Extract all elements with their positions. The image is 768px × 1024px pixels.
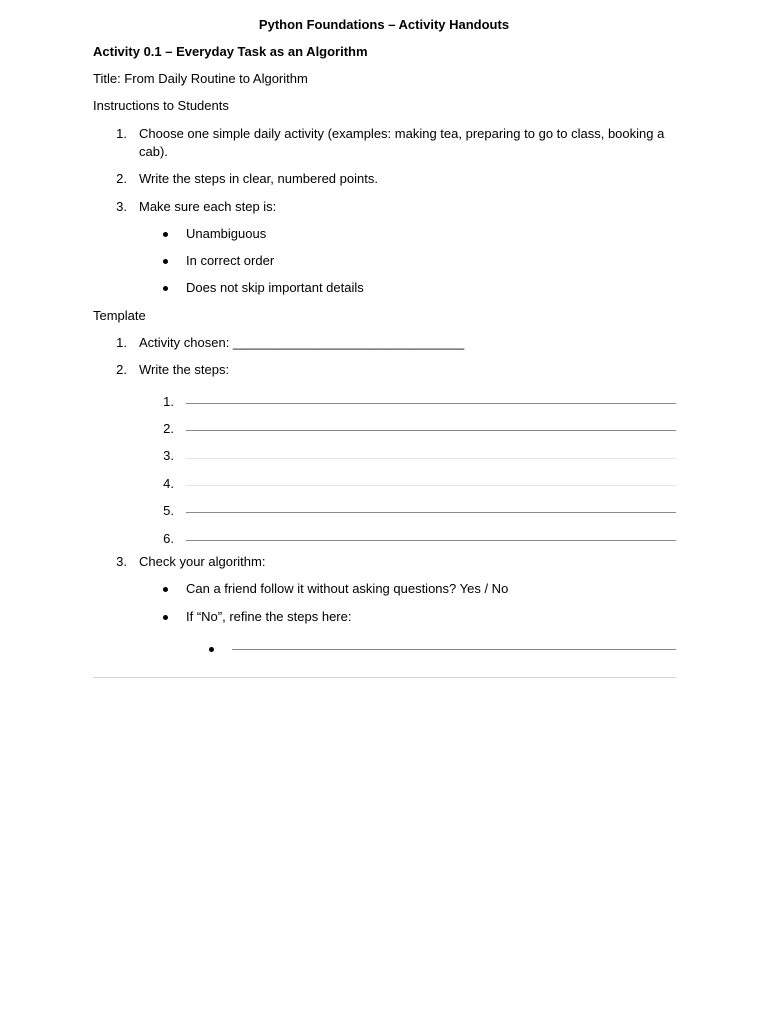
step-number: 6. xyxy=(163,531,174,546)
check-refine-prompt: If “No”, refine the steps here: xyxy=(186,609,352,624)
activity-subtitle: Title: From Daily Routine to Algorithm xyxy=(93,71,308,86)
instruction-number: 2. xyxy=(116,171,127,186)
bullet-icon xyxy=(163,286,168,291)
instruction-text: Make sure each step is: xyxy=(139,199,277,214)
bullet-icon xyxy=(209,647,214,652)
step-number: 3. xyxy=(163,448,174,463)
instruction-text: Write the steps in clear, numbered points. xyxy=(139,171,378,186)
step-number: 5. xyxy=(163,503,174,518)
refine-line[interactable] xyxy=(232,649,676,650)
step-number: 4. xyxy=(163,476,174,491)
step-line[interactable] xyxy=(186,512,676,513)
check-heading: Check your algorithm: xyxy=(139,554,266,569)
step-line[interactable] xyxy=(186,430,676,431)
activity-heading: Activity 0.1 – Everyday Task as an Algorithm xyxy=(93,44,368,59)
criteria-item: Unambiguous xyxy=(186,226,267,241)
page-title: Python Foundations – Activity Handouts xyxy=(258,17,510,32)
template-number: 2. xyxy=(116,362,127,377)
step-line[interactable] xyxy=(186,485,676,486)
instruction-text: Choose one simple daily activity (examples: making tea, preparing to go to class, booking a cab). xyxy=(139,126,665,159)
template-number: 1. xyxy=(116,335,127,350)
bullet-icon xyxy=(163,232,168,237)
instruction-number: 1. xyxy=(116,126,127,141)
instruction-number: 3. xyxy=(116,199,127,214)
step-line[interactable] xyxy=(186,458,676,459)
bullet-icon xyxy=(163,587,168,592)
check-question: Can a friend follow it without asking questions? Yes / No xyxy=(186,581,509,596)
section-divider xyxy=(93,677,676,678)
instructions-heading: Instructions to Students xyxy=(93,98,229,113)
bullet-icon xyxy=(163,615,168,620)
activity-chosen-field[interactable]: Activity chosen: ________________________________ xyxy=(139,335,465,350)
step-line[interactable] xyxy=(186,403,676,404)
step-number: 2. xyxy=(163,421,174,436)
step-line[interactable] xyxy=(186,540,676,541)
bullet-icon xyxy=(163,259,168,264)
check-number: 3. xyxy=(116,554,127,569)
step-number: 1. xyxy=(163,394,174,409)
criteria-item: Does not skip important details xyxy=(186,280,364,295)
criteria-item: In correct order xyxy=(186,253,275,268)
template-heading: Template xyxy=(93,308,146,323)
template-text: Write the steps: xyxy=(139,362,230,377)
